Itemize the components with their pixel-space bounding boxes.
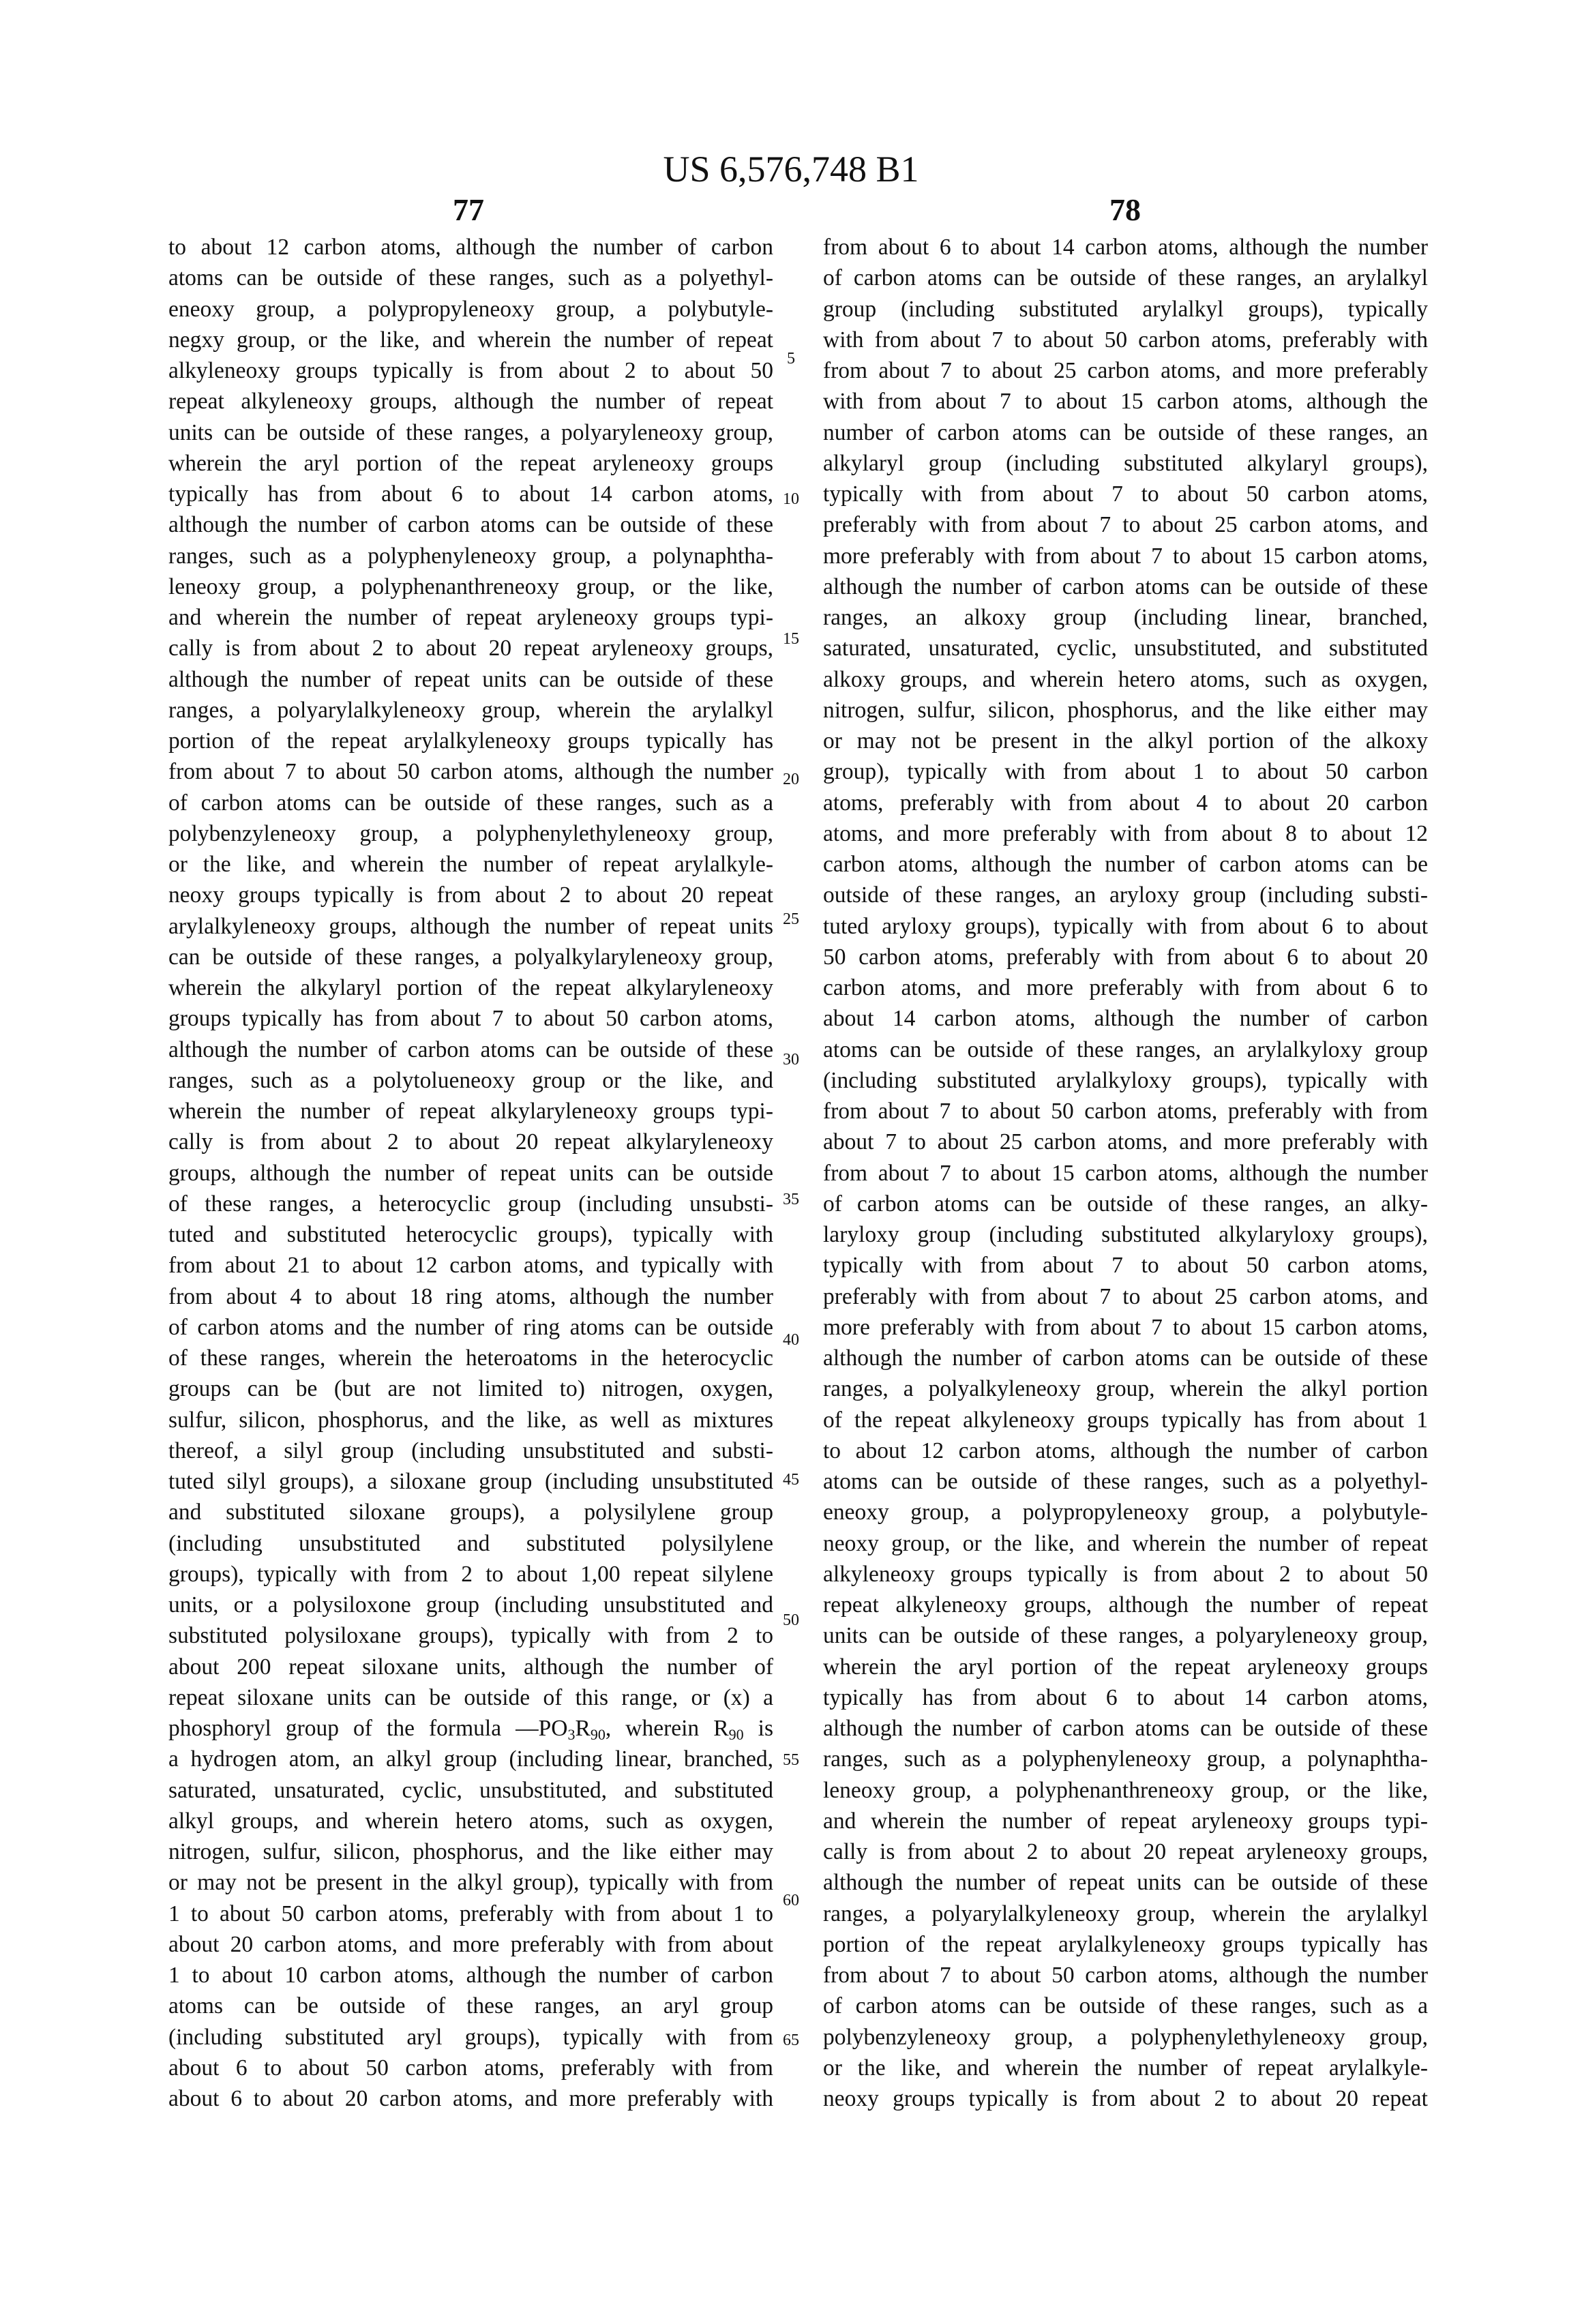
text-line: atoms can be outside of these ranges, an aryl group <box>168 1991 773 2021</box>
text-line: although the number of carbon atoms can be outside of these <box>823 571 1428 602</box>
text-segment: is <box>744 1716 773 1741</box>
text-line: of carbon atoms can be outside of these ranges, an arylalkyl <box>823 263 1428 293</box>
text-line: from about 4 to about 18 ring atoms, although the number <box>168 1281 773 1312</box>
text-line: nitrogen, sulfur, silicon, phosphorus, and the like either may <box>168 1836 773 1867</box>
text-line: ranges, such as a polytolueneoxy group or the like, and <box>168 1065 773 1096</box>
text-line: wherein the alkylaryl portion of the repeat alkylaryleneoxy <box>168 972 773 1003</box>
text-line: carbon atoms, and more preferably with from about 6 to <box>823 972 1428 1003</box>
text-line: although the number of carbon atoms can be outside of these <box>823 1713 1428 1744</box>
text-line: to about 12 carbon atoms, although the number of carbon <box>823 1435 1428 1466</box>
right-column <box>823 232 1428 2114</box>
text-line: groups can be (but are not limited to) nitrogen, oxygen, <box>168 1373 773 1404</box>
text-line: groups), typically with from 2 to about 1,00 repeat silylene <box>168 1559 773 1590</box>
text-line: from about 7 to about 50 carbon atoms, although the number <box>823 1960 1428 1991</box>
text-line: or may not be present in the alkyl portion of the alkoxy <box>823 726 1428 756</box>
text-line: ranges, such as a polyphenyleneoxy group, a polynaphtha- <box>823 1744 1428 1774</box>
text-line: typically with from about 7 to about 50 carbon atoms, <box>823 1250 1428 1281</box>
text-line: from about 21 to about 12 carbon atoms, and typically with <box>168 1250 773 1281</box>
text-line: with from about 7 to about 15 carbon atoms, although the <box>823 386 1428 417</box>
text-line: outside of these ranges, an aryloxy group (including substi- <box>823 880 1428 910</box>
text-line: portion of the repeat arylalkyleneoxy groups typically has <box>823 1929 1428 1960</box>
text-line: (including substituted aryl groups), typically with from <box>168 2022 773 2053</box>
text-line: about 7 to about 25 carbon atoms, and more preferably with <box>823 1127 1428 1157</box>
text-line: alkoxy groups, and wherein hetero atoms, such as oxygen, <box>823 664 1428 695</box>
text-line: leneoxy group, a polyphenanthreneoxy group, or the like, <box>823 1775 1428 1806</box>
text-line: repeat alkyleneoxy groups, although the number of repeat <box>168 386 773 417</box>
text-line: wherein the number of repeat alkylaryleneoxy groups typi- <box>168 1096 773 1127</box>
text-line: more preferably with from about 7 to about 15 carbon atoms, <box>823 1312 1428 1343</box>
text-line: cally is from about 2 to about 20 repeat alkylaryleneoxy <box>168 1127 773 1157</box>
text-line: negxy group, or the like, and wherein the number of repeat <box>168 325 773 355</box>
text-line: saturated, unsaturated, cyclic, unsubstituted, and substituted <box>168 1775 773 1806</box>
text-line: group (including substituted arylalkyl groups), typically <box>823 294 1428 325</box>
text-line: about 20 carbon atoms, and more preferably with from about <box>168 1929 773 1960</box>
text-line: although the number of repeat units can be outside of these <box>823 1867 1428 1898</box>
text-line: portion of the repeat arylalkyleneoxy groups typically has <box>168 726 773 756</box>
text-line: ranges, a polyarylalkyleneoxy group, wherein the arylalkyl <box>168 695 773 726</box>
left-page-number: 77 <box>400 192 537 228</box>
text-line: tuted silyl groups), a siloxane group (including unsubstituted <box>168 1466 773 1497</box>
text-line <box>168 1713 773 1744</box>
text-line: leneoxy group, a polyphenanthreneoxy group, or the like, <box>168 571 773 602</box>
text-line: about 6 to about 50 carbon atoms, preferably with from <box>168 2053 773 2083</box>
text-line: although the number of repeat units can be outside of these <box>168 664 773 695</box>
text-line: of carbon atoms can be outside of these ranges, an alky- <box>823 1189 1428 1219</box>
text-line: although the number of carbon atoms can be outside of these <box>168 1034 773 1065</box>
text-line: laryloxy group (including substituted alkylaryloxy groups), <box>823 1219 1428 1250</box>
text-line: or may not be present in the alkyl group), typically with from <box>168 1867 773 1898</box>
text-line: ranges, an alkoxy group (including linear, branched, <box>823 602 1428 633</box>
text-line: repeat alkyleneoxy groups, although the number of repeat <box>823 1590 1428 1620</box>
text-line: groups, although the number of repeat units can be outside <box>168 1158 773 1189</box>
text-line: alkyleneoxy groups typically is from about 2 to about 50 <box>168 355 773 386</box>
text-line: (including unsubstituted and substituted polysilylene <box>168 1528 773 1559</box>
text-segment: , wherein R <box>606 1716 729 1741</box>
right-page-number: 78 <box>1057 192 1193 228</box>
text-line: eneoxy group, a polypropyleneoxy group, a polybutyle- <box>823 1497 1428 1528</box>
text-line: preferably with from about 7 to about 25 carbon atoms, and <box>823 1281 1428 1312</box>
text-line: of carbon atoms can be outside of these ranges, such as a <box>168 788 773 818</box>
text-segment: phosphoryl group of the formula —PO <box>168 1716 567 1741</box>
text-line: units can be outside of these ranges, a polyaryleneoxy group, <box>168 417 773 448</box>
text-line: tuted aryloxy groups), typically with from about 6 to about <box>823 911 1428 942</box>
text-line: alkyl groups, and wherein hetero atoms, such as oxygen, <box>168 1806 773 1836</box>
line-number: 40 <box>771 1332 811 1348</box>
text-line: group), typically with from about 1 to about 50 carbon <box>823 756 1428 787</box>
text-line: neoxy groups typically is from about 2 to about 20 repeat <box>823 2083 1428 2114</box>
text-line: although the number of carbon atoms can be outside of these <box>823 1343 1428 1373</box>
text-line: 50 carbon atoms, preferably with from about 6 to about 20 <box>823 942 1428 972</box>
text-line: cally is from about 2 to about 20 repeat aryleneoxy groups, <box>168 633 773 664</box>
text-line: sulfur, silicon, phosphorus, and the like, as well as mixtures <box>168 1405 773 1435</box>
text-line: 1 to about 10 carbon atoms, although the number of carbon <box>168 1960 773 1991</box>
line-number: 10 <box>771 491 811 507</box>
text-line: a hydrogen atom, an alkyl group (including linear, branched, <box>168 1744 773 1774</box>
subscript: 3 <box>567 1726 575 1743</box>
text-line: although the number of carbon atoms can be outside of these <box>168 509 773 540</box>
text-line: or the like, and wherein the number of repeat arylalkyle- <box>168 849 773 880</box>
line-number: 50 <box>771 1612 811 1628</box>
text-line: (including substituted arylalkyloxy groups), typically with <box>823 1065 1428 1096</box>
text-line: nitrogen, sulfur, silicon, phosphorus, and the like either may <box>823 695 1428 726</box>
text-line: of these ranges, a heterocyclic group (including unsubsti- <box>168 1189 773 1219</box>
text-line: repeat siloxane units can be outside of this range, or (x) a <box>168 1682 773 1713</box>
line-number: 55 <box>771 1752 811 1768</box>
text-line: alkyleneoxy groups typically is from about 2 to about 50 <box>823 1559 1428 1590</box>
text-line: from about 6 to about 14 carbon atoms, although the number <box>823 232 1428 263</box>
text-line: more preferably with from about 7 to about 15 carbon atoms, <box>823 541 1428 571</box>
text-line: can be outside of these ranges, a polyalkylaryleneoxy group, <box>168 942 773 972</box>
text-line: saturated, unsaturated, cyclic, unsubstituted, and substituted <box>823 633 1428 664</box>
patent-number: US 6,576,748 B1 <box>0 149 1582 190</box>
text-line: tuted and substituted heterocyclic groups), typically with <box>168 1219 773 1250</box>
text-line: about 14 carbon atoms, although the number of carbon <box>823 1003 1428 1034</box>
text-line: about 6 to about 20 carbon atoms, and more preferably with <box>168 2083 773 2114</box>
line-number: 45 <box>771 1472 811 1488</box>
text-line: 1 to about 50 carbon atoms, preferably with from about 1 to <box>168 1898 773 1929</box>
line-number: 30 <box>771 1052 811 1068</box>
line-number: 5 <box>771 351 811 367</box>
text-line: and substituted siloxane groups), a polysilylene group <box>168 1497 773 1528</box>
text-line: to about 12 carbon atoms, although the number of carbon <box>168 232 773 263</box>
text-line: units, or a polysiloxone group (including unsubstituted and <box>168 1590 773 1620</box>
text-line: typically has from about 6 to about 14 carbon atoms, <box>823 1682 1428 1713</box>
text-line: atoms, and more preferably with from about 8 to about 12 <box>823 818 1428 849</box>
subscript: 90 <box>591 1726 606 1743</box>
text-line: of these ranges, wherein the heteroatoms in the heterocyclic <box>168 1343 773 1373</box>
text-line: typically with from about 7 to about 50 carbon atoms, <box>823 479 1428 509</box>
text-line: atoms can be outside of these ranges, an arylalkyloxy group <box>823 1034 1428 1065</box>
text-line: atoms can be outside of these ranges, such as a polyethyl- <box>168 263 773 293</box>
text-line: about 200 repeat siloxane units, although the number of <box>168 1652 773 1682</box>
text-line: from about 7 to about 50 carbon atoms, preferably with from <box>823 1096 1428 1127</box>
line-number: 60 <box>771 1892 811 1909</box>
text-line: atoms can be outside of these ranges, such as a polyethyl- <box>823 1466 1428 1497</box>
text-line: wherein the aryl portion of the repeat aryleneoxy groups <box>168 448 773 479</box>
text-line: ranges, a polyalkyleneoxy group, wherein the alkyl portion <box>823 1373 1428 1404</box>
text-line: preferably with from about 7 to about 25 carbon atoms, and <box>823 509 1428 540</box>
text-line: of carbon atoms can be outside of these ranges, such as a <box>823 1991 1428 2021</box>
text-line: with from about 7 to about 50 carbon atoms, preferably with <box>823 325 1428 355</box>
text-line: or the like, and wherein the number of repeat arylalkyle- <box>823 2053 1428 2083</box>
text-line: atoms, preferably with from about 4 to about 20 carbon <box>823 788 1428 818</box>
text-line: of carbon atoms and the number of ring atoms can be outside <box>168 1312 773 1343</box>
text-line: alkylaryl group (including substituted alkylaryl groups), <box>823 448 1428 479</box>
line-number: 65 <box>771 2032 811 2049</box>
text-line: wherein the aryl portion of the repeat aryleneoxy groups <box>823 1652 1428 1682</box>
text-line: and wherein the number of repeat aryleneoxy groups typi- <box>823 1806 1428 1836</box>
text-line: typically has from about 6 to about 14 carbon atoms, <box>168 479 773 509</box>
line-number: 20 <box>771 771 811 788</box>
text-line: and wherein the number of repeat aryleneoxy groups typi- <box>168 602 773 633</box>
line-number: 25 <box>771 911 811 927</box>
text-line: thereof, a silyl group (including unsubstituted and substi- <box>168 1435 773 1466</box>
text-line: substituted polysiloxane groups), typically with from 2 to <box>168 1620 773 1651</box>
text-line: number of carbon atoms can be outside of these ranges, an <box>823 417 1428 448</box>
left-column <box>168 232 773 2114</box>
text-line: eneoxy group, a polypropyleneoxy group, a polybutyle- <box>168 294 773 325</box>
text-line: cally is from about 2 to about 20 repeat aryleneoxy groups, <box>823 1836 1428 1867</box>
text-line: units can be outside of these ranges, a polyaryleneoxy group, <box>823 1620 1428 1651</box>
text-segment: R <box>575 1716 590 1741</box>
text-line: ranges, a polyarylalkyleneoxy group, wherein the arylalkyl <box>823 1898 1428 1929</box>
text-line: arylalkyleneoxy groups, although the number of repeat units <box>168 911 773 942</box>
line-number: 35 <box>771 1191 811 1208</box>
text-line: neoxy groups typically is from about 2 to about 20 repeat <box>168 880 773 910</box>
subscript: 90 <box>729 1726 744 1743</box>
text-line: from about 7 to about 50 carbon atoms, although the number <box>168 756 773 787</box>
text-line: from about 7 to about 15 carbon atoms, although the number <box>823 1158 1428 1189</box>
text-line: neoxy group, or the like, and wherein the number of repeat <box>823 1528 1428 1559</box>
line-number: 15 <box>771 631 811 647</box>
text-line: of the repeat alkyleneoxy groups typically has from about 1 <box>823 1405 1428 1435</box>
text-line: ranges, such as a polyphenyleneoxy group, a polynaphtha- <box>168 541 773 571</box>
text-line: carbon atoms, although the number of carbon atoms can be <box>823 849 1428 880</box>
text-line: polybenzyleneoxy group, a polyphenylethyleneoxy group, <box>823 2022 1428 2053</box>
text-line: polybenzyleneoxy group, a polyphenylethyleneoxy group, <box>168 818 773 849</box>
text-line: from about 7 to about 25 carbon atoms, and more preferably <box>823 355 1428 386</box>
text-line: groups typically has from about 7 to about 50 carbon atoms, <box>168 1003 773 1034</box>
